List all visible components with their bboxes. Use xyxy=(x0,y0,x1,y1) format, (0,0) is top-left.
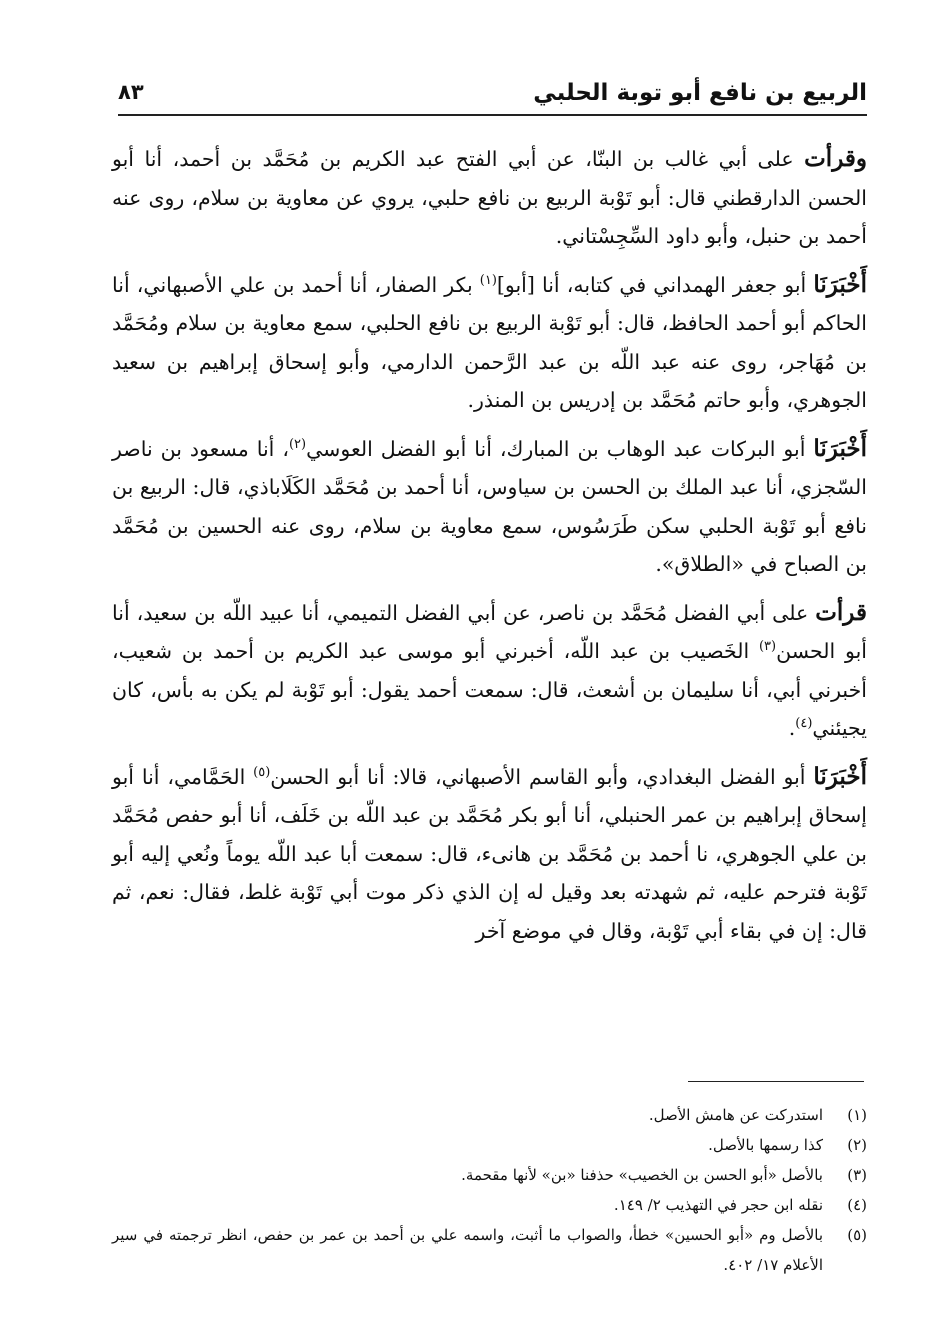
footnote-text: استدركت عن هامش الأصل. xyxy=(648,1106,823,1124)
footnote-item xyxy=(112,1220,867,1280)
paragraph-text: أبو البركات عبد الوهاب بن المبارك، أنا أبو الفضل العوسي xyxy=(306,436,814,461)
paragraph-text: أبو الفضل البغدادي، وأبو القاسم الأصبهاني، قالا: أنا أبو الحسن xyxy=(270,764,814,789)
footnote-ref-4[interactable]: (٤) xyxy=(795,716,813,732)
footnote-text: بالأصل «أبو الحسن بن الخصيب» حذفنا «بن» لأنها مقحمة. xyxy=(461,1166,823,1184)
paragraph-text: الخَصيب بن عبد اللّه، أخبرني أبو موسى عبد الكريم بن أحمد بن شعيب، أخبرني أبي، أنا سليمان بن أشعث، قال: سمعت أحمد يقول: أبو تَوْبة لم يكن به بأس، كان يجيئني xyxy=(112,639,867,740)
footnote-item xyxy=(112,1100,867,1130)
header-rule xyxy=(118,114,867,116)
footnote-text: كذا رسمها بالأصل. xyxy=(708,1136,823,1154)
paragraph-text: . xyxy=(788,716,796,740)
running-title: الربيع بن نافع أبو توبة الحلبي xyxy=(533,80,867,106)
footnote-item xyxy=(112,1130,867,1160)
paragraph-text: ، أنا مسعود بن ناصر السّجزي، أنا عبد الملك بن الحسن بن سياوس، أنا أحمد بن مُحَمَّد الكَلَاباذي، قال: الربيع بن نافع أبو تَوْبة الحلبي سكن طَرَسُوس، سمع معاوية بن سلام، روى عنه الحسين بن مُحَمَّد بن الصباح في «الطلاق». xyxy=(112,436,867,576)
paragraph-4 xyxy=(112,594,867,748)
footnote-separator xyxy=(688,1081,864,1082)
paragraph-text: على أبي الفضل مُحَمَّد بن ناصر، عن أبي الفضل التميمي، أنا عبيد اللّه بن سعيد، أنا أبو الحسن xyxy=(112,600,867,663)
footnote-text: نقله ابن حجر في التهذيب ٢/ ١٤٩. xyxy=(613,1196,823,1214)
paragraph-2 xyxy=(112,266,867,420)
paragraph-5 xyxy=(112,758,867,951)
paragraph-text: أبو جعفر الهمداني في كتابه، أنا [أبو] xyxy=(496,272,814,297)
page-number: ٨٣ xyxy=(118,80,144,104)
footnote-ref-3[interactable]: (٣) xyxy=(758,639,777,655)
main-text xyxy=(112,140,867,960)
paragraph-lead: أَخْبَرَنَا xyxy=(813,270,867,298)
paragraph-text: الحَمَّامي، أنا أبو إسحاق إبراهيم بن عمر الحنبلي، أنا أبو بكر مُحَمَّد بن عبد اللّه بن خَلَف، أنا أبو حفص مُحَمَّد بن علي الجوهري، نا أحمد بن مُحَمَّد بن هانىء، قال: سمعت أبا عبد اللّه يوماً ونُعي إليه أبو تَوْبة فترحم عليه، ثم شهدته بعد وقيل له إن الذي ذكر موت أبي تَوْبة غلط، فقال: نعم، ثم قال: إن في بقاء أبي تَوْبة، وقال في موضع آخر xyxy=(112,764,867,943)
paragraph-text: بكر الصفار، أنا أحمد بن علي الأصبهاني، أنا الحاكم أبو أحمد الحافظ، قال: أبو تَوْبة الربيع بن نافع الحلبي، سمع معاوية بن سلام ومُحَمَّد بن مُهَاجر، روى عنه عبد اللّه بن عبد الرَّحمن الدارمي، وأبو إسحاق إبراهيم بن سعيد الجوهري، وأبو حاتم مُحَمَّد بن إدريس بن المنذر. xyxy=(112,272,867,412)
footnotes xyxy=(112,1100,867,1280)
footnote-number: (١) xyxy=(847,1106,867,1124)
footnote-number: (٢) xyxy=(847,1136,867,1154)
footnote-item xyxy=(112,1160,867,1190)
footnote-ref-2[interactable]: (٢) xyxy=(288,436,307,452)
paragraph-lead: وقرأت xyxy=(804,145,867,172)
paragraph-3 xyxy=(112,430,867,584)
paragraph-1 xyxy=(112,140,867,256)
footnote-number: (٥) xyxy=(847,1226,867,1244)
footnote-text: بالأصل وم «أبو الحسين» خطأ، والصواب ما أثبت، واسمه علي بن أحمد بن عمر بن حفص، انظر ترجمته في سير الأعلام ١٧/ ٤٠٢. xyxy=(112,1226,823,1274)
footnote-number: (٣) xyxy=(847,1166,867,1184)
paragraph-text: على أبي غالب بن البنّا، عن أبي الفتح عبد الكريم بن مُحَمَّد بن أحمد، أنا أبو الحسن الدارقطني قال: أبو تَوْبة الربيع بن نافع حلبي، يروي عن معاوية بن سلام، روى عنه أحمد بن حنبل، وأبو داود السِّجِسْتاني. xyxy=(112,147,867,248)
paragraph-lead: أَخْبَرَنَا xyxy=(813,762,867,790)
page-header xyxy=(118,72,867,116)
footnote-item xyxy=(112,1190,867,1220)
footnote-ref-1[interactable]: (١) xyxy=(479,272,497,288)
paragraph-lead: أَخْبَرَنَا xyxy=(813,434,867,462)
paragraph-lead: قرأت xyxy=(815,598,867,626)
footnote-ref-5[interactable]: (٥) xyxy=(253,764,271,780)
footnote-number: (٤) xyxy=(847,1196,867,1214)
